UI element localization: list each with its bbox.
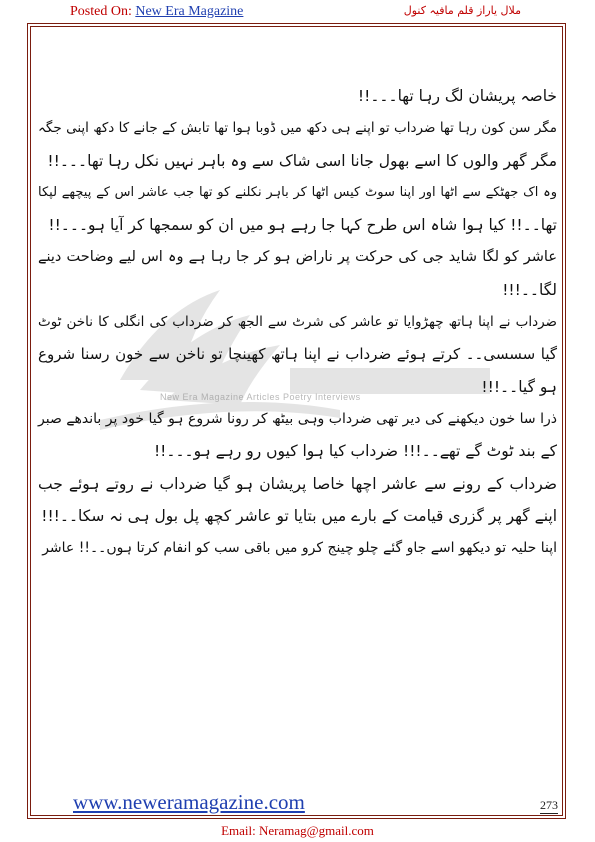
text-line: کے بند ٹوٹ گے تھے۔۔!!! ضرداب کیا ہوا کیوں رو رہے ہو۔۔۔!! xyxy=(153,442,557,461)
posted-on-label xyxy=(70,4,243,20)
text-line: خاصہ پریشان لگ رہا تھا۔۔۔!! xyxy=(357,87,557,105)
text-line: لگا۔۔!!! xyxy=(502,280,557,299)
text-line: ضرداب نے اپنا ہاتھ چھڑوایا تو عاشر کی شرٹ سے الجھ کر ضرداب کی انگلی کا ناخن ٹوٹ xyxy=(38,314,557,331)
footer-website-link[interactable]: www.neweramagazine.com xyxy=(73,790,305,814)
text-line: مگر گھر والوں کا اسے بھول جانا اسی شاک سے وہ باہر نہیں نکل رہا تھا۔۔۔!! xyxy=(47,151,557,170)
text-line: ہو گیا۔۔!!! xyxy=(481,377,557,396)
article-body xyxy=(38,80,557,564)
page-header xyxy=(0,4,595,22)
posted-prefix: Posted On: xyxy=(70,4,136,19)
watermark-text: New Era Magazine Articles Poetry Interviews xyxy=(160,392,361,402)
text-line: تھا۔۔!! کیا ہوا شاہ اس طرح کہا جا رہے ہو میں ان کو سمجھا کر آیا ہو۔۔۔!! xyxy=(48,216,557,235)
page-number: 273 xyxy=(540,798,558,812)
text-line: ذرا سا خون دیکھنے کی دیر تھی ضرداب وہی بیٹھ کر رونا شروع ہو گیا خود پر باندھے صبر xyxy=(38,410,557,427)
magazine-link[interactable]: New Era Magazine xyxy=(135,4,244,19)
text-line: مگر سن کون رہا تھا ضرداب تو اپنے ہی دکھ میں ڈوبا ہوا تھا تابش کے جانے کا دکھ اپنی جگہ xyxy=(38,120,557,137)
author-title: ملال یاراز قلم مافیہ کنول xyxy=(403,4,521,17)
text-line: وہ اک جھٹکے سے اٹھا اور اپنا سوٹ کیس اٹھا کر باہر نکلنے کو تھا جب عاشر اس کے پیچھے لپکا xyxy=(38,184,557,200)
text-line: اپنے گھر پر گزری قیامت کے بارے میں بتایا تو عاشر کچھ پل بول ہی نہ سکا۔۔!!! xyxy=(41,506,557,525)
text-line: ضرداب کے رونے سے عاشر اچھا خاصا پریشان ہو گیا ضرداب نے روتے ہوئے جب xyxy=(38,474,557,493)
text-line: عاشر کو لگا شاید جی کی حرکت پر ناراض ہو کر جا رہا ہے وہ اس لیے وضاحت دینے xyxy=(38,249,557,266)
text-line: اپنا حلیہ تو دیکھو اسے جاو گئے چلو چینج کرو میں باقی سب کو انفام کرتا ہوں۔۔!! عاشر xyxy=(42,540,557,557)
footer-email: Email: Neramag@gmail.com xyxy=(221,823,374,838)
text-line: گیا سسسی۔۔ کرتے ہوئے ضرداب نے اپنا ہاتھ کھینچا تو ناخن سے خون رسنا شروع xyxy=(38,345,557,364)
